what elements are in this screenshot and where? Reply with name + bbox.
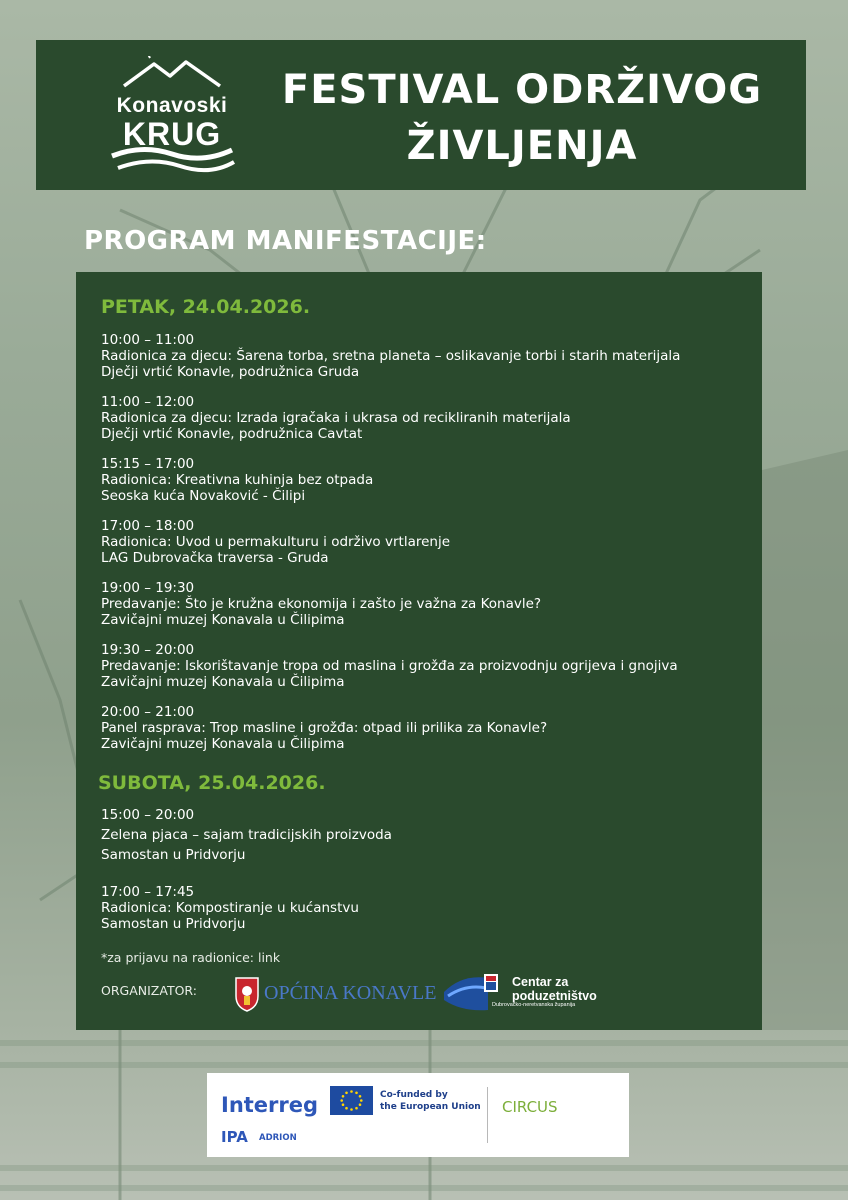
event-item [101, 332, 680, 380]
event-time: 19:30 – 20:00 [101, 642, 195, 658]
event-item [101, 456, 373, 504]
event-time: 15:00 – 20:00 [101, 807, 195, 823]
cpz-title [512, 975, 597, 1003]
title-line2: ŽIVLJENJA [406, 123, 638, 169]
program-heading: PROGRAM MANIFESTACIJE: [84, 226, 487, 256]
logo-line1: Konavoski [116, 94, 228, 117]
event-item [101, 518, 450, 566]
event-time: 15:15 – 17:00 [101, 456, 195, 472]
funding-footer [207, 1073, 629, 1157]
event-place: Samostan u Pridvorju [101, 847, 246, 863]
opcina-konavle-text: OPĆINA KONAVLE [264, 982, 437, 1004]
ipa-logo-text: IPA [221, 1128, 248, 1146]
event-place: LAG Dubrovačka traversa - Gruda [101, 550, 329, 566]
opcina-konavle-logo [232, 974, 437, 1012]
event-time: 10:00 – 11:00 [101, 332, 195, 348]
event-title: Panel rasprava: Trop masline i grožđa: otpad ili prilika za Konavle? [101, 720, 548, 736]
event-place: Dječji vrtić Konavle, podružnica Cavtat [101, 426, 363, 442]
event-title: Predavanje: Iskorištavanje tropa od maslina i grožđa za proizvodnju ogrijeva i gnojiva [101, 658, 678, 674]
logo-line2: KRUG [122, 116, 222, 152]
event-place: Dječji vrtić Konavle, podružnica Gruda [101, 364, 360, 380]
event-place: Zavičajni muzej Konavala u Čilipima [101, 612, 345, 628]
cofunded-text [380, 1089, 481, 1113]
day-heading-saturday: SUBOTA, 25.04.2026. [98, 772, 326, 794]
title-line1: FESTIVAL ODRŽIVOG [281, 67, 763, 113]
eu-flag-icon [330, 1086, 373, 1115]
registration-footnote[interactable]: *za prijavu na radionice: link [101, 950, 281, 965]
konavoski-krug-logo [102, 56, 242, 174]
event-item [101, 580, 541, 628]
event-title: Radionica za djecu: Šarena torba, sretna planeta – oslikavanje torbi i starih materijala [101, 348, 681, 364]
cpz-line1: Centar za [512, 975, 569, 989]
event-place: Samostan u Pridvorju [101, 916, 246, 932]
footer-divider [487, 1087, 488, 1143]
circus-project-text: CIRCUS [502, 1098, 558, 1116]
event-title: Radionica za djecu: Izrada igračaka i ukrasa od recikliranih materijala [101, 410, 571, 426]
cpz-line2: poduzetništvo [512, 989, 597, 1003]
event-title: Zelena pjaca – sajam tradicijskih proizvoda [101, 827, 392, 843]
event-item [101, 884, 359, 932]
event-item [101, 704, 547, 752]
cpz-subtitle: Dubrovačko-neretvanska županija [492, 1002, 576, 1008]
program-panel [76, 272, 762, 1030]
event-place: Zavičajni muzej Konavala u Čilipima [101, 674, 345, 690]
event-place: Seoska kuća Novaković - Čilipi [101, 488, 306, 504]
cofunded-line2: the European Union [380, 1102, 481, 1112]
organizer-label: ORGANIZATOR: [101, 983, 197, 998]
interreg-logo-text: Interreg [221, 1093, 319, 1117]
adrion-text: ADRION [259, 1133, 297, 1143]
header-banner [36, 40, 806, 190]
event-item [101, 642, 678, 690]
cofunded-line1: Co-funded by [380, 1090, 448, 1100]
event-title: Radionica: Kompostiranje u kućanstvu [101, 900, 359, 916]
event-title: Radionica: Kreativna kuhinja bez otpada [101, 472, 374, 488]
event-title: Radionica: Uvod u permakulturu i održivo vrtlarenje [101, 534, 451, 550]
event-item [101, 805, 392, 865]
festival-title [272, 62, 772, 174]
day-heading-friday: PETAK, 24.04.2026. [101, 296, 311, 318]
event-time: 17:00 – 17:45 [101, 884, 195, 900]
event-item [101, 394, 571, 442]
coat-of-arms-icon [232, 974, 262, 1012]
event-time: 17:00 – 18:00 [101, 518, 195, 534]
event-time: 11:00 – 12:00 [101, 394, 195, 410]
event-title: Predavanje: Što je kružna ekonomija i zašto je važna za Konavle? [101, 596, 542, 612]
centar-za-poduzetnistvo-logo [442, 970, 612, 1014]
event-time: 20:00 – 21:00 [101, 704, 195, 720]
event-time: 19:00 – 19:30 [101, 580, 195, 596]
event-place: Zavičajni muzej Konavala u Čilipima [101, 736, 345, 752]
